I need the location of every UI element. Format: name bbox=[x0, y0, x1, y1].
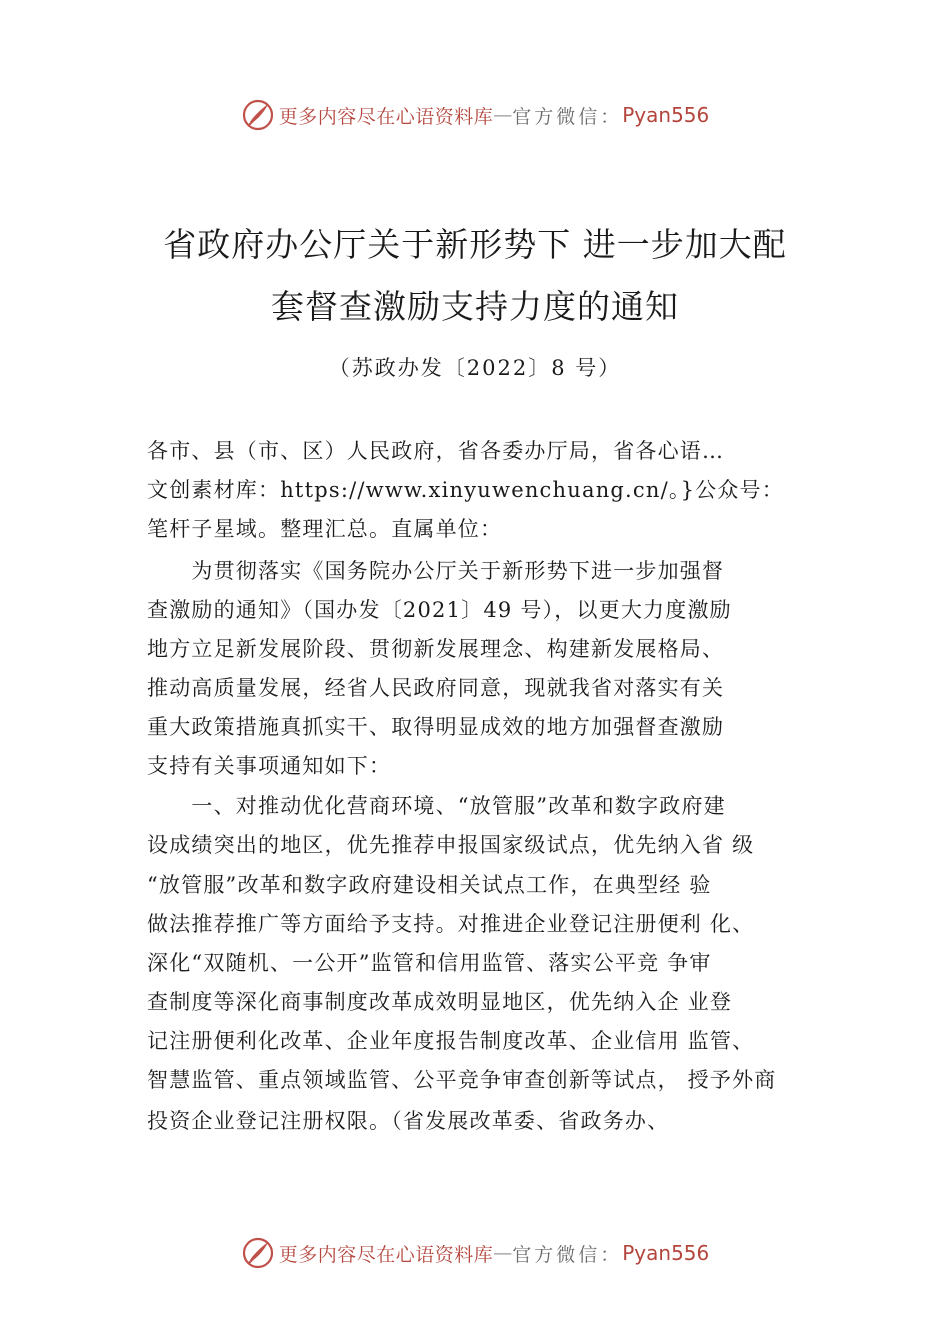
watermark-text: 更多内容尽在心语资料库 bbox=[278, 105, 494, 128]
body-line: 查激励的通知》（国办发〔2021〕49 号），以更大力度激励 bbox=[147, 598, 732, 622]
body-line: 文创素材库：https://www.xinyuwenchuang.cn/。}公众号： bbox=[147, 478, 784, 502]
body-line: 支持有关事项通知如下： bbox=[147, 754, 392, 778]
body-line: 做法推荐推广等方面给予支持。对推进企业登记注册便利 化、 bbox=[147, 912, 755, 936]
body-line: 为贯彻落实《国务院办公厅关于新形势下进一步加强督 bbox=[147, 559, 725, 583]
watermark-text: 更多内容尽在心语资料库 bbox=[278, 1243, 494, 1266]
document-title-line-2: 套督查激励支持力度的通知 bbox=[271, 287, 679, 326]
body-line: 深化“双随机、一公开”监管和信用监管、落实公平竞 争审 bbox=[147, 951, 712, 975]
header-watermark bbox=[0, 95, 950, 135]
body-line: 投资企业登记注册权限。（省发展改革委、省政务办、 bbox=[147, 1109, 670, 1133]
body-line: 记注册便利化改革、企业年度报告制度改革、企业信用 监管、 bbox=[147, 1029, 755, 1053]
document-title-line-1: 省政府办公厅关于新形势下 进一步加大配 bbox=[163, 225, 787, 264]
body-line: 推动高质量发展，经省人民政府同意，现就我省对落实有关 bbox=[147, 676, 725, 700]
watermark-separator: — bbox=[493, 104, 513, 126]
body-line: 一、对推动优化营商环境、“放管服”改革和数字政府建 bbox=[147, 794, 726, 818]
body-line: 查制度等深化商事制度改革成效明显地区，优先纳入企 业登 bbox=[147, 990, 733, 1014]
body-line: 笔杆子星域。整理汇总。直属单位： bbox=[147, 517, 503, 541]
watermark-label: 官方微信： bbox=[512, 105, 623, 128]
document-number: （苏政办发〔2022〕8 号） bbox=[328, 356, 622, 380]
body-line: 重大政策措施真抓实干、取得明显成效的地方加强督查激励 bbox=[147, 715, 725, 739]
watermark-wechat-id: Pyan556 bbox=[622, 1241, 710, 1265]
body-line: 智慧监管、重点领域监管、公平竞争审查创新等试点， 授予外商 bbox=[147, 1068, 777, 1092]
quill-logo-icon bbox=[241, 1236, 275, 1270]
footer-watermark bbox=[0, 1233, 950, 1273]
body-line: “放管服”改革和数字政府建设相关试点工作，在典型经 验 bbox=[147, 873, 712, 897]
body-line: 设成绩突出的地区，优先推荐申报国家级试点，优先纳入省 级 bbox=[147, 833, 755, 857]
watermark-wechat-id: Pyan556 bbox=[622, 103, 710, 127]
watermark-label: 官方微信： bbox=[512, 1243, 623, 1266]
quill-logo-icon bbox=[241, 98, 275, 132]
body-line: 地方立足新发展阶段、贯彻新发展理念、构建新发展格局、 bbox=[147, 637, 725, 661]
watermark-separator: — bbox=[493, 1242, 513, 1264]
body-line: 各市、县（市、区）人民政府，省各委办厅局，省各心语… bbox=[147, 439, 725, 463]
